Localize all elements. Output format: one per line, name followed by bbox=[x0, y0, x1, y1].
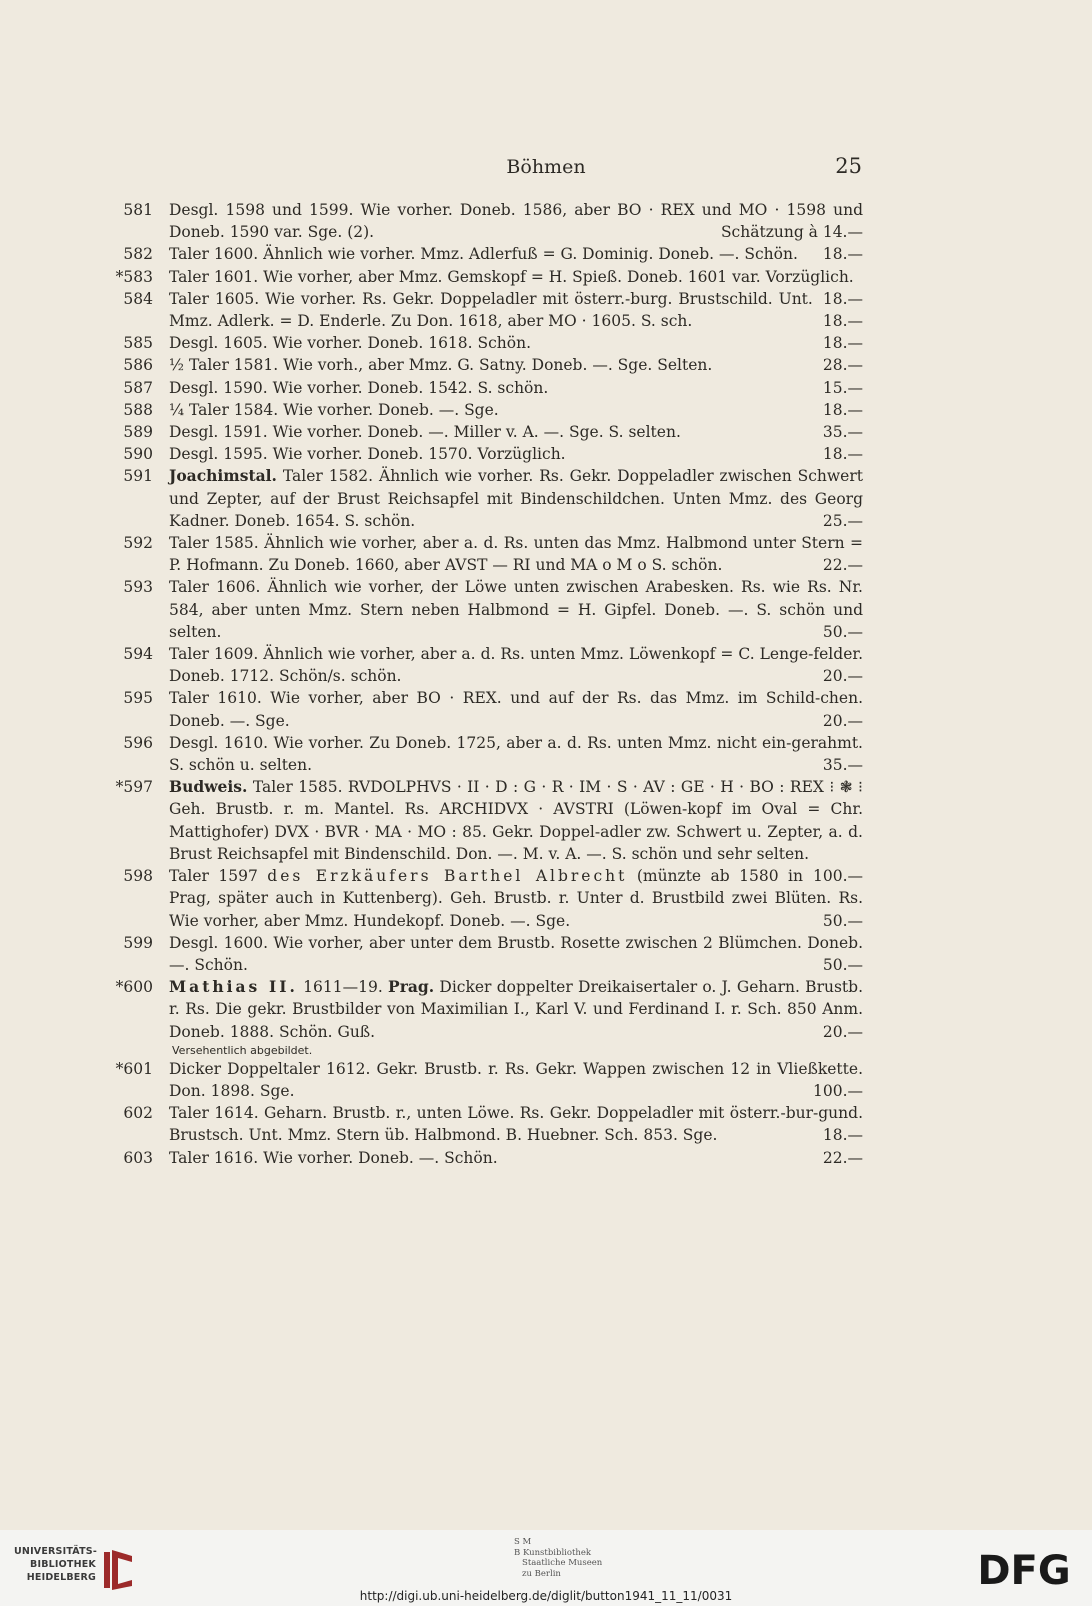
entry-description bbox=[169, 576, 863, 643]
entry-text: Dicker Doppeltaler 1612. Gekr. Brustb. r. Rs. Gekr. Wappen zwischen 12 in Vließkette. Don. 1898. Sge. bbox=[169, 1059, 863, 1100]
entry-text: Taler 1601. Wie vorher, aber Mmz. Gemskopf = H. Spieß. Doneb. 1601 var. Vorzüglich. bbox=[169, 267, 854, 286]
entry-number: 587 bbox=[123, 378, 153, 397]
entry-text: Taler 1610. Wie vorher, aber BO · REX. und auf der Rs. das Mmz. im Schild-chen. Doneb. —. Sge. bbox=[169, 689, 863, 730]
entry-description bbox=[169, 332, 863, 354]
entry-description bbox=[169, 1147, 863, 1169]
entry-price: 50.— bbox=[822, 911, 863, 930]
entry-number: 594 bbox=[123, 645, 153, 664]
entry-price: 18.— bbox=[822, 289, 863, 308]
entry-description bbox=[169, 1102, 863, 1146]
entry-number: 596 bbox=[123, 733, 153, 752]
entry-text: Dicker doppelter Dreikaisertaler o. J. Geharn. Brustb. r. Rs. Die gekr. Brustbilder von Maximilian I., Karl V. und Ferdinand I. r. Sch. 850 Anm. Doneb. 1888. Schön. Guß. bbox=[169, 978, 863, 1041]
entry-number: 584 bbox=[123, 289, 153, 308]
catalog-entry bbox=[0, 1058, 1092, 1102]
entry-heading: Joachimstal. bbox=[169, 466, 277, 486]
entry-number: 589 bbox=[123, 423, 153, 442]
entry-number: 602 bbox=[123, 1104, 153, 1123]
entry-number: 581 bbox=[123, 201, 153, 219]
entry-price: 35.— bbox=[822, 423, 863, 442]
library-emblem-icon bbox=[102, 1546, 136, 1590]
dfg-logo[interactable] bbox=[972, 1550, 1076, 1590]
entry-text: Taler 1609. Ähnlich wie vorher, aber a. d. Rs. unten Mmz. Löwenkopf = C. Lenge-felder. Doneb. 1712. Schön/s. schön. bbox=[169, 645, 863, 686]
entry-number: 603 bbox=[123, 1148, 153, 1167]
entry-number: 586 bbox=[123, 356, 153, 375]
entry-description bbox=[169, 421, 863, 443]
catalog-entry bbox=[0, 443, 1092, 465]
catalog-entry bbox=[0, 399, 1092, 421]
entry-price: 20.— bbox=[822, 1022, 863, 1041]
entry-price: 35.— bbox=[822, 756, 863, 775]
stamp-line: B Kunstbibliothek bbox=[514, 1547, 592, 1558]
entry-price: 22.— bbox=[822, 1148, 863, 1167]
entry-text: Taler 1606. Ähnlich wie vorher, der Löwe unten zwischen Arabesken. Rs. wie Rs. Nr. 584, aber unten Mmz. Stern neben Halbmond = H. Gipfel. Doneb. —. S. schön und selten. bbox=[169, 578, 863, 641]
page-number: 25 bbox=[835, 154, 862, 178]
entry-number: 591 bbox=[123, 467, 153, 486]
entry-price: 50.— bbox=[822, 622, 863, 641]
entry-note: Versehentlich abgebildet. bbox=[172, 1043, 313, 1057]
entry-text: Taler 1600. Ähnlich wie vorher. Mmz. Adlerfuß = G. Dominig. Doneb. —. Schön. bbox=[169, 245, 798, 264]
stamp-line: S M bbox=[514, 1537, 532, 1547]
catalog-entry bbox=[0, 576, 1092, 643]
entry-text: Desgl. 1600. Wie vorher, aber unter dem Brustb. Rosette zwischen 2 Blümchen. Doneb. —. Schön. bbox=[169, 933, 863, 974]
entry-description bbox=[169, 288, 863, 332]
entry-text: Taler 1616. Wie vorher. Doneb. —. Schön. bbox=[169, 1148, 498, 1167]
entry-description bbox=[169, 465, 863, 532]
catalog-entry bbox=[0, 377, 1092, 399]
catalog-entry bbox=[0, 354, 1092, 376]
catalog-entry bbox=[0, 243, 1092, 265]
entry-number: 598 bbox=[123, 867, 153, 886]
entry-text: ¼ Taler 1584. Wie vorher. Doneb. —. Sge. bbox=[169, 400, 499, 419]
entry-number: 592 bbox=[123, 534, 153, 553]
entry-description bbox=[169, 976, 863, 1043]
entry-text: Desgl. 1590. Wie vorher. Doneb. 1542. S. schön. bbox=[169, 378, 549, 397]
entry-text: Desgl. 1605. Wie vorher. Doneb. 1618. Schön. bbox=[169, 334, 532, 353]
entry-price: 100.— bbox=[812, 1081, 863, 1100]
entry-number: *597 bbox=[115, 778, 153, 797]
library-name-line: UNIVERSITÄTS- bbox=[14, 1546, 97, 1557]
entry-description bbox=[169, 399, 863, 421]
catalog-entry bbox=[0, 1147, 1092, 1169]
entry-text: Taler 1605. Wie vorher. Rs. Gekr. Doppeladler mit österr.-burg. Brustschild. Unt. Mmz. Adlerk. = D. Enderle. Zu Don. 1618, aber MO · 1605. S. sch. bbox=[169, 289, 813, 331]
catalog-entry bbox=[0, 532, 1092, 576]
dfg-logo-text: DFG bbox=[977, 1550, 1071, 1590]
entry-description bbox=[169, 443, 863, 465]
entry-text: Taler 1585. Ähnlich wie vorher, aber a. d. Rs. unten das Mmz. Halbmond unter Stern = P. Hofmann. Zu Doneb. 1660, aber AVST — RI und MA o M o S. schön. bbox=[169, 534, 863, 575]
entry-description bbox=[169, 643, 863, 687]
entry-description bbox=[169, 865, 863, 932]
catalog-entry bbox=[0, 732, 1092, 776]
entry-price: 50.— bbox=[822, 955, 863, 974]
entry-text: ½ Taler 1581. Wie vorh., aber Mmz. G. Satny. Doneb. —. Sge. Selten. bbox=[169, 356, 713, 375]
entry-price: 18.— bbox=[822, 400, 863, 419]
catalog-entry bbox=[0, 465, 1092, 532]
entry-estimate: Schätzung à 14.— bbox=[720, 223, 863, 242]
entry-description bbox=[169, 354, 863, 376]
entry-price: 20.— bbox=[822, 667, 863, 686]
stamp-line: zu Berlin bbox=[522, 1568, 561, 1579]
entry-number: *583 bbox=[115, 267, 153, 286]
entry-description bbox=[169, 377, 863, 399]
entry-number: 585 bbox=[123, 334, 153, 353]
catalog-entry bbox=[0, 643, 1092, 687]
entry-number: 593 bbox=[123, 578, 153, 597]
catalog-entry bbox=[0, 865, 1092, 932]
catalog-entry bbox=[0, 687, 1092, 731]
entry-description bbox=[169, 687, 863, 731]
entry-number: 588 bbox=[123, 400, 153, 419]
source-url-link[interactable]: http://digi.ub.uni-heidelberg.de/diglit/button1941_11_11/0031 bbox=[359, 1589, 733, 1603]
page-title: Böhmen bbox=[506, 156, 586, 178]
catalog-entry bbox=[0, 976, 1092, 1043]
entry-text: Taler 1614. Geharn. Brustb. r., unten Löwe. Rs. Gekr. Doppeladler mit österr.-bur-gund. Brustsch. Unt. Mmz. Stern üb. Halbmond. B. Huebner. Sch. 853. Sge. bbox=[169, 1104, 863, 1145]
catalog-entry bbox=[0, 332, 1092, 354]
entry-description bbox=[169, 266, 863, 308]
entry-text: Desgl. 1610. Wie vorher. Zu Doneb. 1725, aber a. d. Rs. unten Mmz. nicht ein-gerahmt. S. schön u. selten. bbox=[169, 733, 863, 775]
entry-number: 599 bbox=[123, 933, 153, 952]
entry-heading: Mathias II. bbox=[169, 977, 298, 997]
entry-heading: Budweis. bbox=[169, 777, 248, 797]
entry-price: 18.— bbox=[822, 312, 863, 331]
entry-description bbox=[169, 532, 863, 576]
entry-text: Desgl. 1591. Wie vorher. Doneb. —. Miller v. A. —. Sge. S. selten. bbox=[169, 423, 681, 442]
museum-stamp bbox=[514, 1537, 634, 1579]
entry-price: 18.— bbox=[822, 334, 863, 353]
entry-text: Taler 1585. RVDOLPHVS · II · D : G · R · IM · S · AV : GE · H · BO : REX ⁝ ❃ ⁝ Geh. Brustb. r. m. Mantel. Rs. ARCHIDVX · AVSTRI (Löwen-kopf im Oval = Chr. Mattighofer) DVX · BVR · MA · MO : 85. Gekr. Doppel-adler zw. Schwert u. Zepter, a. d. Brust Reichsapfel mit Bindenschild. Don. —. M. v. A. —. S. schön und sehr selten. bbox=[169, 778, 863, 863]
entry-price: 20.— bbox=[822, 711, 863, 730]
entry-price: 18.— bbox=[822, 445, 863, 464]
catalog-entry bbox=[0, 1102, 1092, 1146]
entry-text: 1611—19. bbox=[297, 978, 389, 997]
entry-text: Desgl. 1595. Wie vorher. Doneb. 1570. Vorzüglich. bbox=[169, 445, 566, 464]
entry-heading: Prag. bbox=[388, 977, 435, 997]
entry-number: 590 bbox=[123, 445, 153, 464]
entry-price: 28.— bbox=[822, 356, 863, 375]
entry-price: 100.— bbox=[812, 867, 863, 886]
entry-price: 18.— bbox=[822, 245, 863, 264]
stamp-line: Staatliche Museen bbox=[522, 1558, 603, 1568]
entry-price: 22.— bbox=[822, 556, 863, 575]
entry-spaced-text: des Erzkäufers Barthel Albrecht bbox=[267, 867, 628, 886]
library-name-line: BIBLIOTHEK bbox=[30, 1559, 96, 1570]
entry-price: 18.— bbox=[822, 1126, 863, 1145]
entry-text: (münzte ab 1580 in Prag, später auch in Kuttenberg). Geh. Brustb. r. Unter d. Brustbild zwei Blüten. Rs. Wie vorher, aber Mmz. Hundekopf. Doneb. —. Sge. bbox=[169, 867, 863, 930]
catalog-entry bbox=[0, 199, 1092, 243]
entry-description bbox=[169, 243, 863, 265]
catalog-entry bbox=[0, 421, 1092, 443]
entry-number: 582 bbox=[123, 245, 153, 264]
entry-number: *601 bbox=[115, 1059, 153, 1078]
entry-price: 25.— bbox=[822, 511, 863, 530]
entry-price: 15.— bbox=[822, 378, 863, 397]
catalog-entries bbox=[0, 199, 1092, 1169]
entry-description bbox=[169, 732, 863, 776]
entry-number: 595 bbox=[123, 689, 153, 708]
entry-number: *600 bbox=[115, 978, 153, 997]
catalog-entry bbox=[0, 288, 1092, 332]
entry-description bbox=[169, 199, 863, 243]
entry-description bbox=[169, 932, 863, 976]
library-name-line: HEIDELBERG bbox=[26, 1572, 96, 1583]
entry-description bbox=[169, 1058, 863, 1102]
catalog-entry bbox=[0, 932, 1092, 976]
entry-text: Taler 1597 bbox=[169, 867, 268, 886]
entry-text: Desgl. 1598 und 1599. Wie vorher. Doneb. 1586, aber BO · REX und MO · 1598 und Doneb. 1590 var. Sge. (2). bbox=[169, 201, 863, 242]
entry-text: Taler 1582. Ähnlich wie vorher. Rs. Gekr. Doppeladler zwischen Schwert und Zepter, auf der Brust Reichsapfel mit Bindenschildchen. Unten Mmz. des Georg Kadner. Doneb. 1654. S. schön. bbox=[169, 467, 863, 530]
